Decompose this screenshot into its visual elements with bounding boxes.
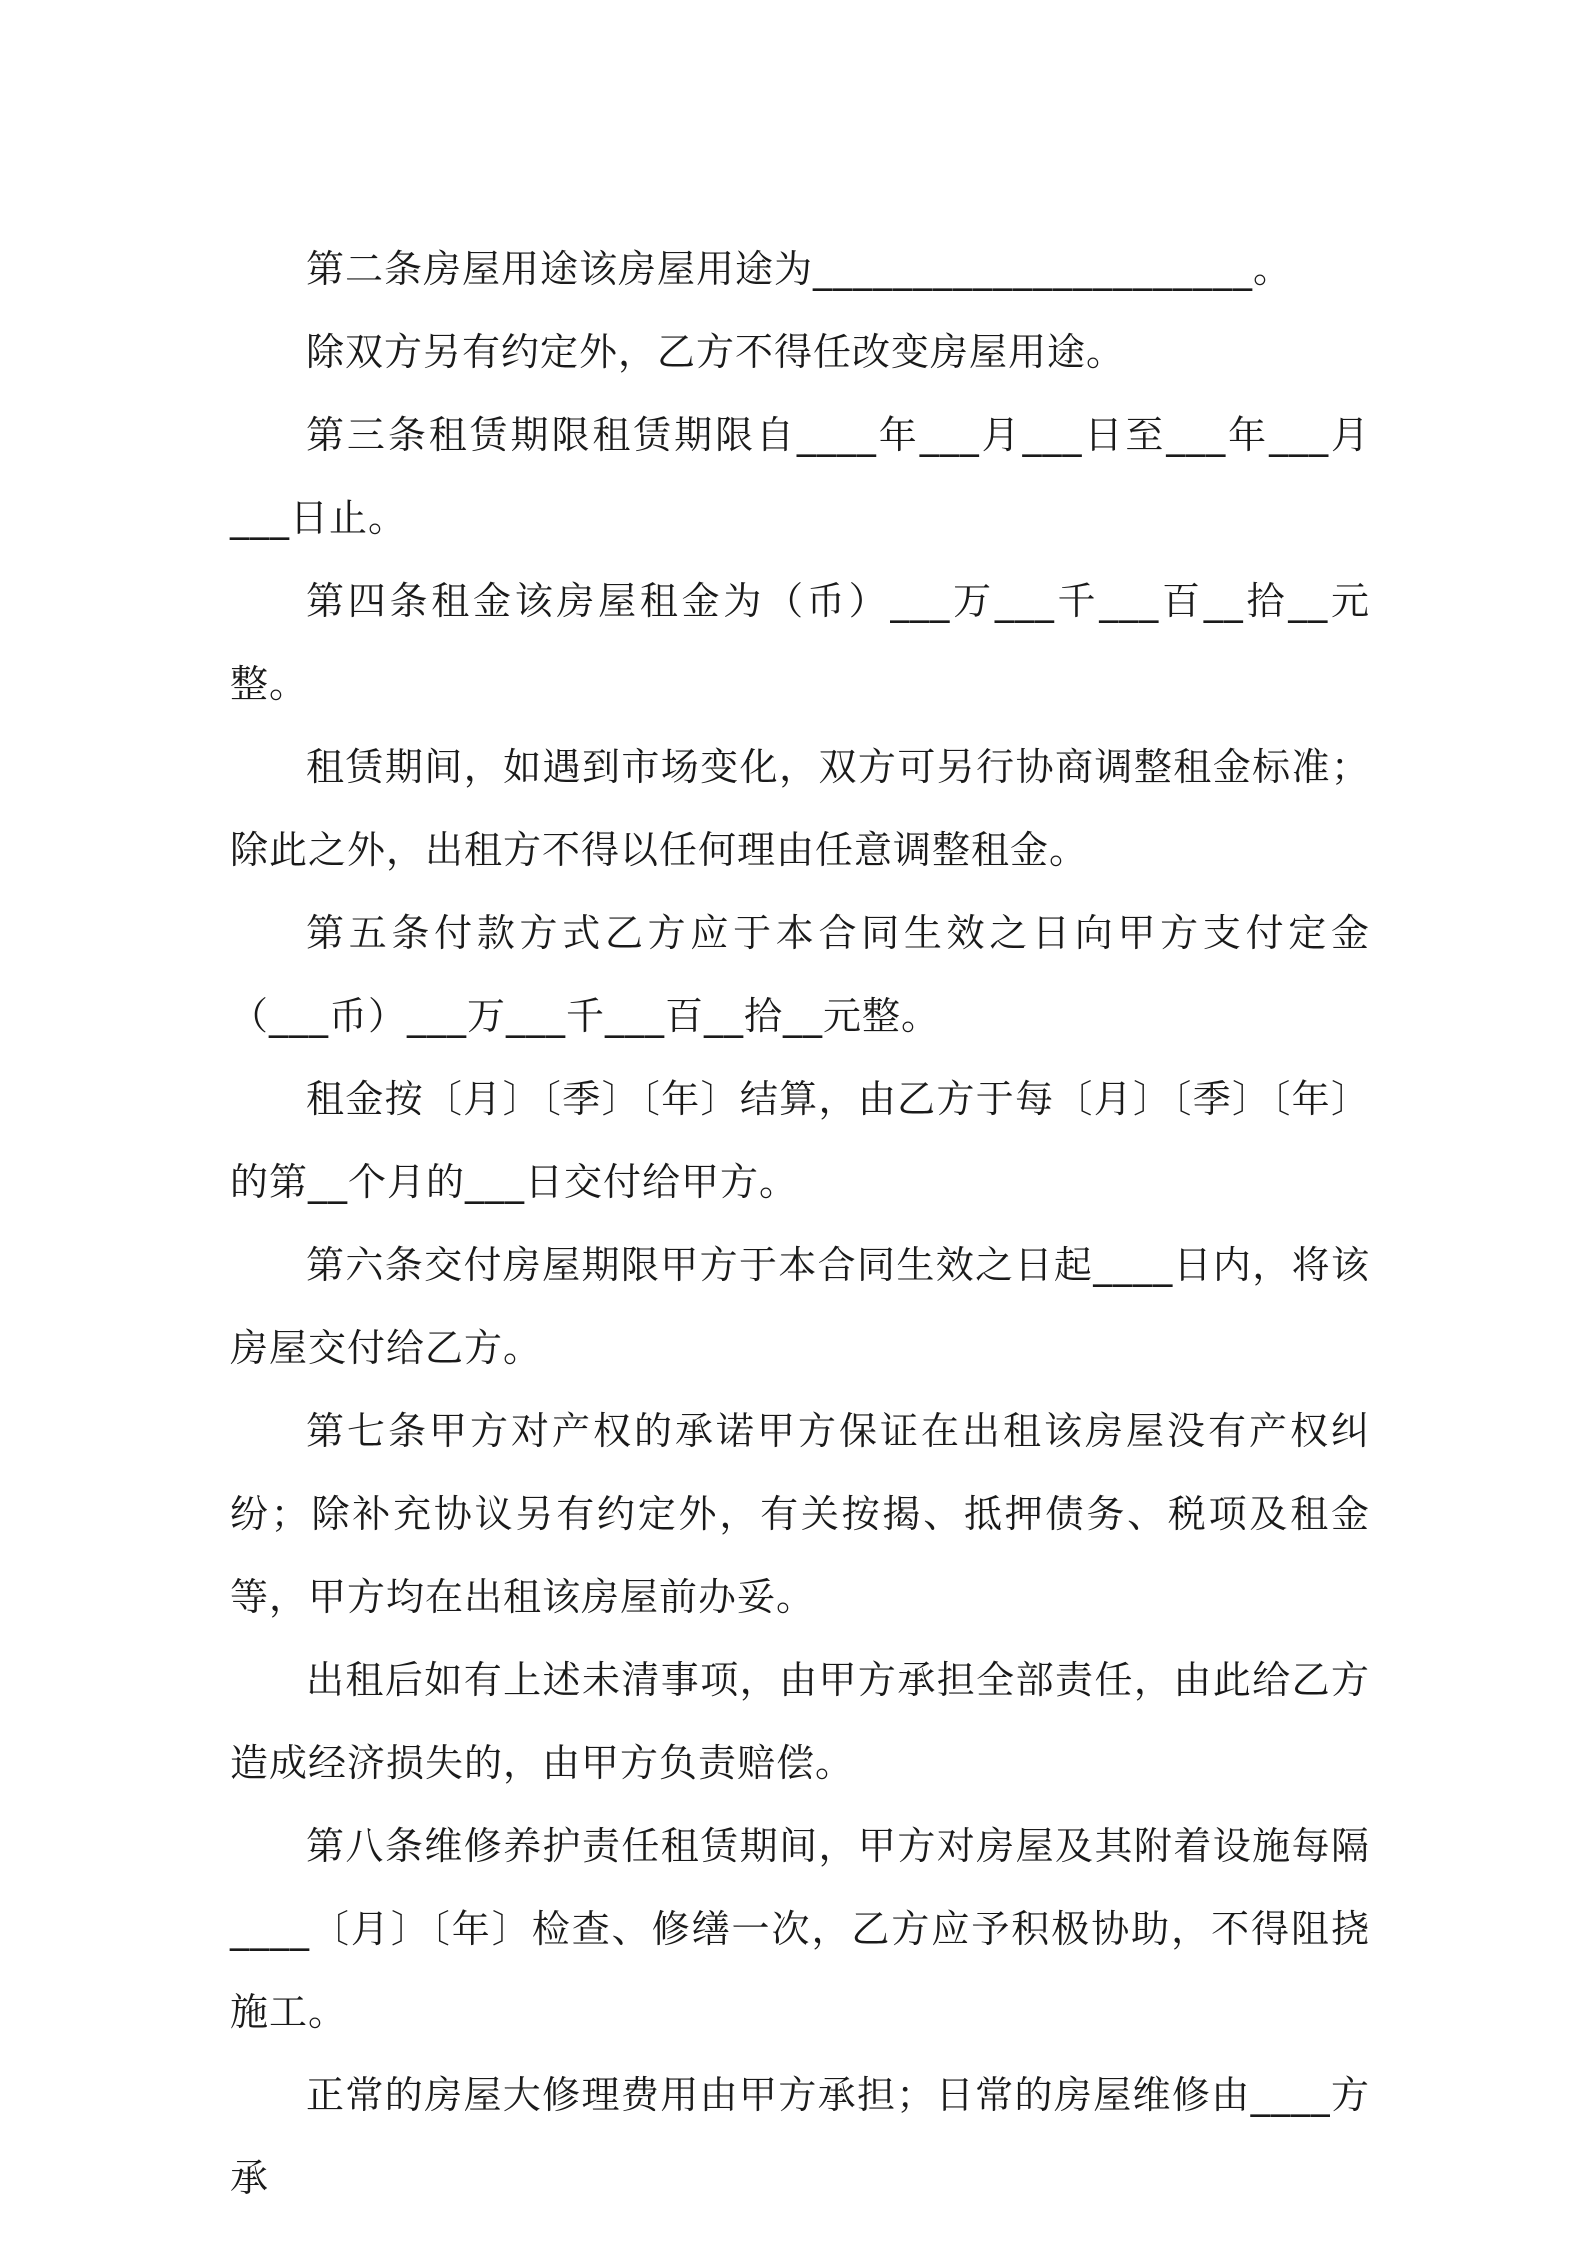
paragraph-usage-restriction: 除双方另有约定外，乙方不得任改变房屋用途。 [306,330,1126,374]
paragraph-liability: 出租后如有上述未清事项，由甲方承担全部责任，由此给乙方造成经济损失的，由甲方负责赔偿。 [230,1658,1370,1785]
document-body [230,228,1370,2220]
paragraph-property-rights: 第七条甲方对产权的承诺甲方保证在出租该房屋没有产权纠纷；除补充协议另有约定外，有关按揭、抵押债务、税项及租金等，甲方均在出租该房屋前办妥。 [230,1409,1370,1619]
paragraph-rent-settlement: 租金按〔月〕〔季〕〔年〕结算，由乙方于每〔月〕〔季〕〔年〕的第__个月的___日交付给甲方。 [230,1077,1370,1204]
paragraph-delivery-term: 第六条交付房屋期限甲方于本合同生效之日起____日内，将该房屋交付给乙方。 [230,1243,1370,1370]
paragraph-rent-adjustment: 租赁期间，如遇到市场变化，双方可另行协商调整租金标准；除此之外，出租方不得以任何理由任意调整租金。 [230,745,1370,872]
paragraph-maintenance: 第八条维修养护责任租赁期间，甲方对房屋及其附着设施每隔____〔月〕〔年〕检查、修缮一次，乙方应予积极协助，不得阻挠施工。 [230,1824,1370,2034]
paragraph-rent: 第四条租金该房屋租金为（币）___万___千___百__拾__元整。 [230,579,1370,706]
paragraph-usage: 第二条房屋用途该房屋用途为______________________。 [306,247,1293,291]
paragraph-lease-term: 第三条租赁期限租赁期限自____年___月___日至___年___月___日止。 [230,413,1370,540]
paragraph-repair-costs: 正常的房屋大修理费用由甲方承担；日常的房屋维修由____方承 [230,2073,1370,2200]
paragraph-payment-method: 第五条付款方式乙方应于本合同生效之日向甲方支付定金（___币）___万___千___百__拾__元整。 [230,911,1370,1038]
